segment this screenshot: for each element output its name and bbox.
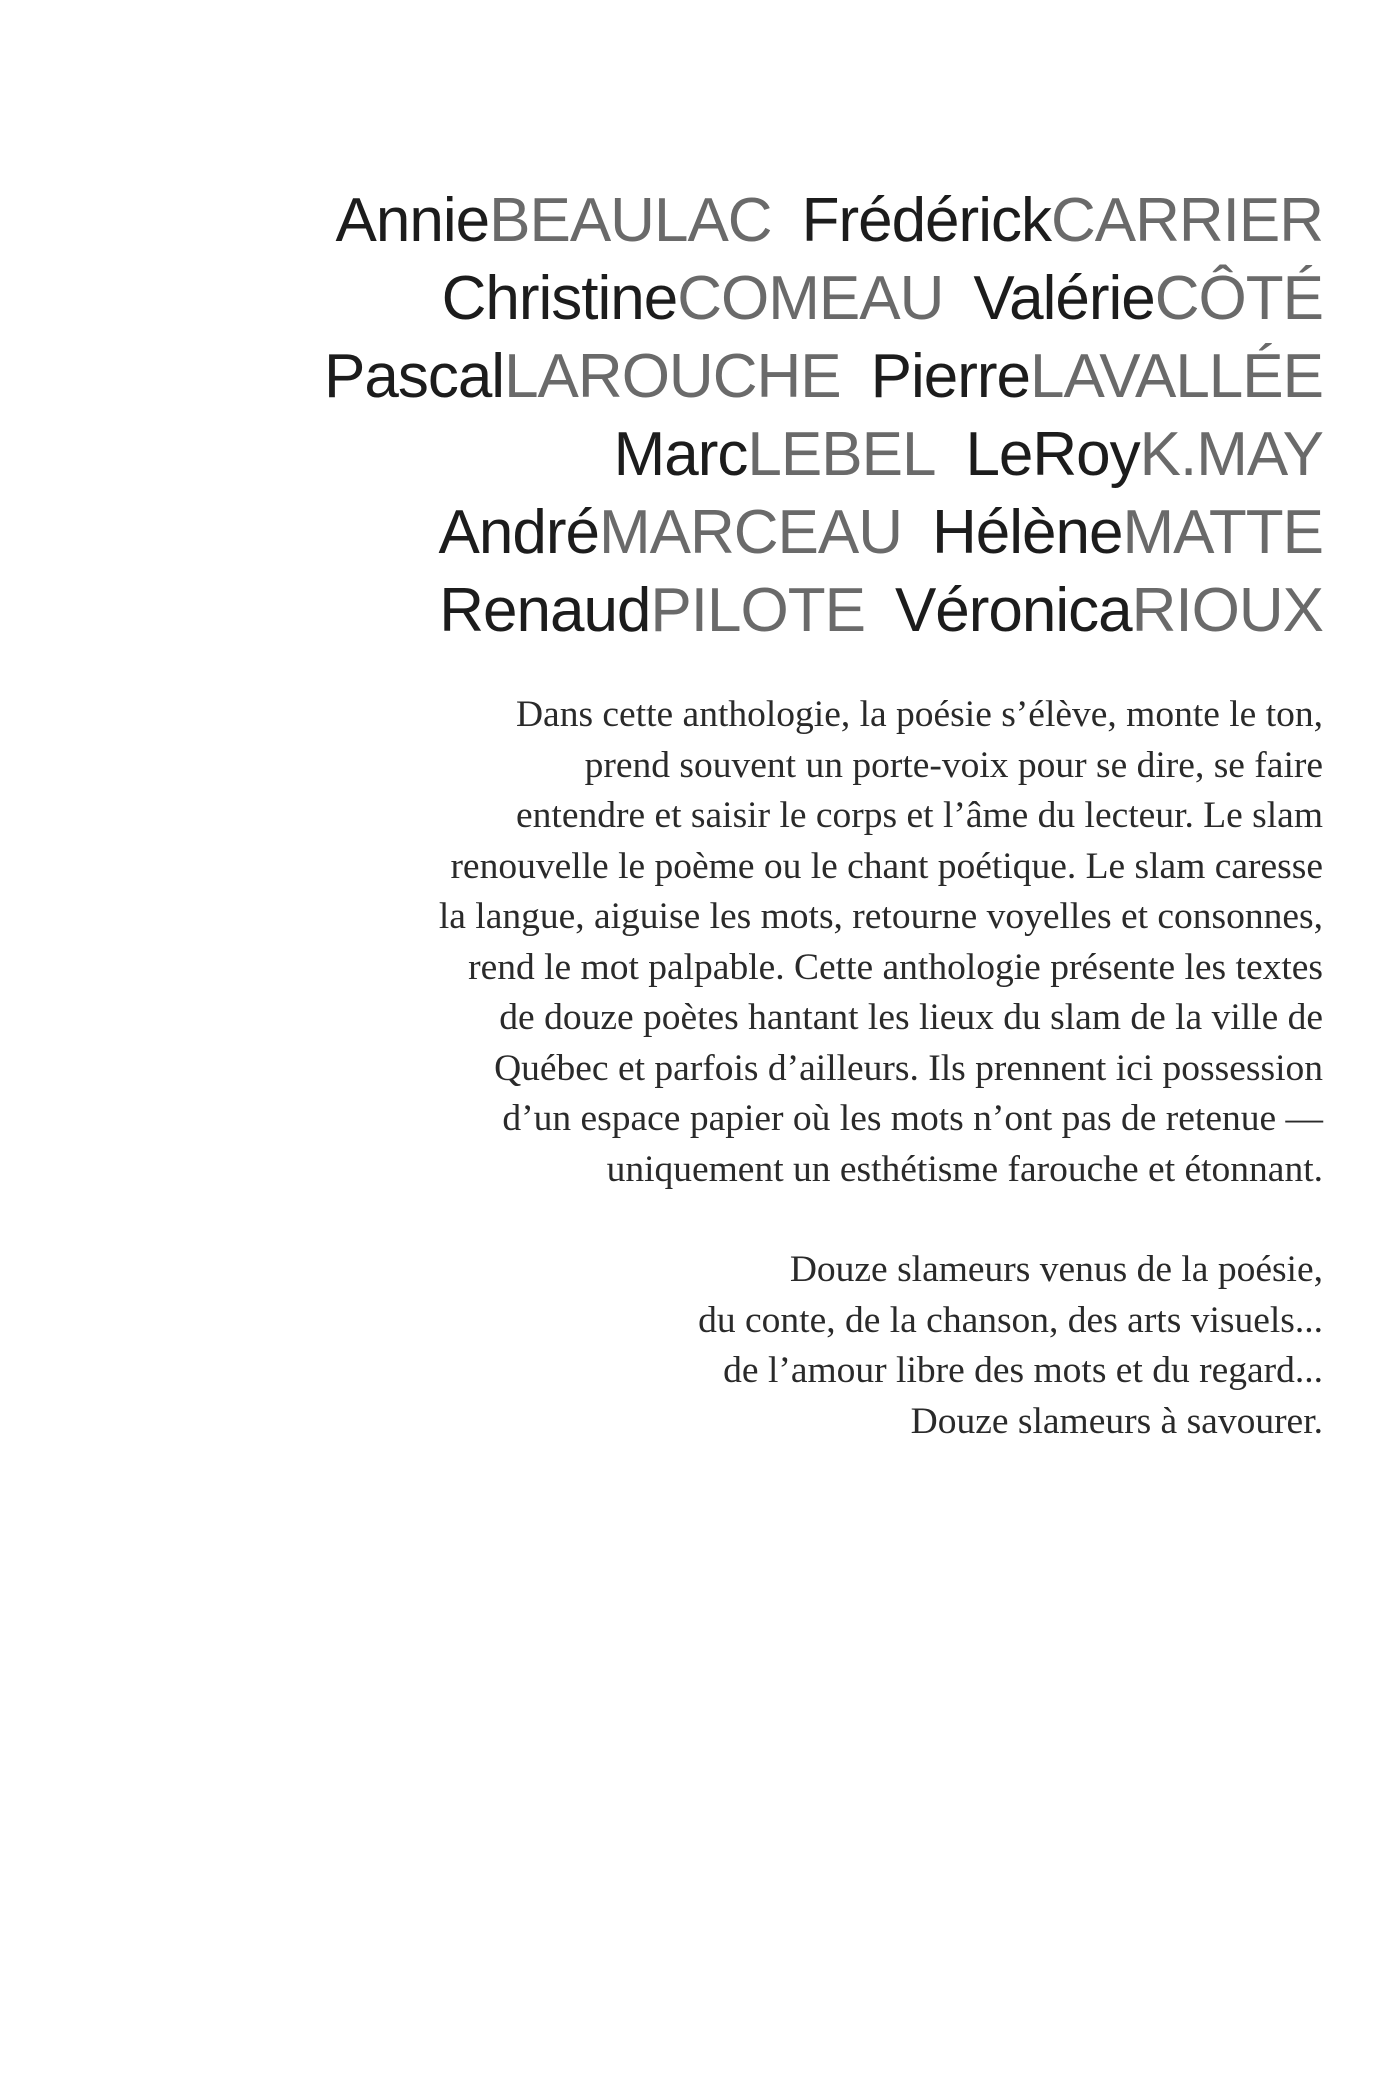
author-name [442,260,944,338]
closing-paragraph [273,1245,1323,1447]
blurb-line: Dans cette anthologie, la poésie s’élève, monte le ton, [515,694,1323,735]
author-row [223,572,1323,650]
blurb-line: entendre et saisir le corps et l’âme du lecteur. Le slam [516,795,1323,836]
author-first-name: Pascal [323,342,505,411]
author-row [223,182,1323,260]
blurb-line: la langue, aiguise les mots, retourne voyelles et consonnes, [438,896,1323,937]
author-name [439,572,865,650]
author-first-name: Marc [613,420,748,489]
author-first-name: Frédérick [801,186,1051,255]
author-last-name: PILOTE [650,576,865,645]
closing-line: du conte, de la chanson, des arts visuels... [698,1299,1323,1341]
author-last-name: CÔTÉ [1154,264,1323,333]
blurb-line: rend le mot palpable. Cette anthologie présente les textes [468,946,1323,988]
author-last-name: MATTE [1122,498,1323,567]
author-list [223,182,1323,650]
author-row [223,338,1323,416]
author-name [932,494,1323,572]
author-name [439,494,902,572]
author-last-name: MARCEAU [598,498,903,567]
closing-line: Douze slameurs à savourer. [910,1400,1323,1442]
author-last-name: COMEAU [677,264,944,333]
author-row [223,260,1323,338]
author-last-name: LAROUCHE [504,342,841,411]
blurb-line: d’un espace papier où les mots n’ont pas de retenue — [502,1098,1323,1139]
author-name [614,416,936,494]
closing-line: de l’amour libre des mots et du regard... [723,1350,1323,1391]
closing-line: Douze slameurs venus de la poésie, [789,1249,1323,1290]
author-name [965,416,1323,494]
author-first-name: Hélène [932,498,1123,567]
author-last-name: RIOUX [1131,576,1323,645]
blurb-paragraph [273,690,1323,1195]
author-name [895,572,1323,650]
author-row [223,416,1323,494]
author-last-name: LAVALLÉE [1029,342,1323,411]
author-first-name: Renaud [439,576,651,645]
author-first-name: Valérie [973,264,1155,333]
author-last-name: LEBEL [747,420,936,489]
author-first-name: André [438,498,599,567]
author-row [223,494,1323,572]
author-last-name: CARRIER [1050,186,1323,255]
author-first-name: Annie [335,186,490,255]
author-name [802,182,1323,260]
author-first-name: Christine [441,264,678,333]
author-first-name: LeRoy [965,420,1140,489]
blurb-line: de douze poètes hantant les lieux du slam de la ville de [499,997,1323,1038]
author-last-name: K.MAY [1139,420,1323,489]
author-first-name: Pierre [870,342,1030,411]
blurb-line: prend souvent un porte-voix pour se dire, se faire [584,744,1323,786]
blurb-line: uniquement un esthétisme farouche et étonnant. [606,1148,1323,1190]
blurb-line: renouvelle le poème ou le chant poétique. Le slam caresse [450,845,1323,887]
author-name [336,182,772,260]
author-last-name: BEAULAC [489,186,772,255]
author-name [324,338,841,416]
author-first-name: Véronica [894,576,1132,645]
author-name [973,260,1323,338]
author-name [871,338,1323,416]
blurb-line: Québec et parfois d’ailleurs. Ils prennent ici possession [494,1047,1323,1089]
